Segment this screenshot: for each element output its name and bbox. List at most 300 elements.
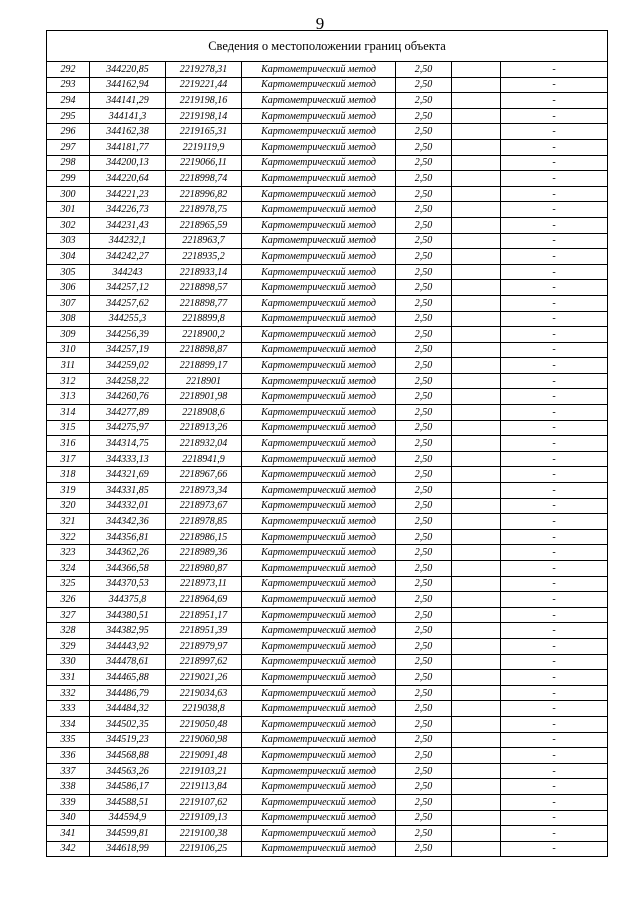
extra-cell — [452, 794, 501, 810]
extra-cell — [452, 186, 501, 202]
x-coordinate-cell: 344375,8 — [90, 592, 166, 608]
point-number-cell: 342 — [47, 841, 90, 857]
note-cell: - — [501, 576, 608, 592]
table-row — [47, 139, 608, 155]
method-cell: Картометрический метод — [242, 327, 396, 343]
y-coordinate-cell: 2219107,62 — [166, 794, 242, 810]
x-coordinate-cell: 344502,35 — [90, 716, 166, 732]
x-coordinate-cell: 344162,94 — [90, 77, 166, 93]
extra-cell — [452, 685, 501, 701]
table-row — [47, 763, 608, 779]
extra-cell — [452, 217, 501, 233]
accuracy-cell: 2,50 — [396, 358, 452, 374]
method-cell: Картометрический метод — [242, 139, 396, 155]
point-number-cell: 338 — [47, 779, 90, 795]
extra-cell — [452, 654, 501, 670]
accuracy-cell: 2,50 — [396, 436, 452, 452]
extra-cell — [452, 545, 501, 561]
method-cell: Картометрический метод — [242, 358, 396, 374]
point-number-cell: 330 — [47, 654, 90, 670]
table-title-row — [47, 31, 608, 62]
method-cell: Картометрический метод — [242, 654, 396, 670]
accuracy-cell: 2,50 — [396, 373, 452, 389]
y-coordinate-cell: 2219198,14 — [166, 108, 242, 124]
accuracy-cell: 2,50 — [396, 186, 452, 202]
accuracy-cell: 2,50 — [396, 701, 452, 717]
point-number-cell: 341 — [47, 826, 90, 842]
method-cell: Картометрический метод — [242, 77, 396, 93]
x-coordinate-cell: 344342,36 — [90, 514, 166, 530]
point-number-cell: 323 — [47, 545, 90, 561]
x-coordinate-cell: 344277,89 — [90, 405, 166, 421]
x-coordinate-cell: 344257,19 — [90, 342, 166, 358]
method-cell: Картометрический метод — [242, 264, 396, 280]
y-coordinate-cell: 2218980,87 — [166, 561, 242, 577]
point-number-cell: 332 — [47, 685, 90, 701]
table-row — [47, 716, 608, 732]
y-coordinate-cell: 2219100,38 — [166, 826, 242, 842]
y-coordinate-cell: 2218997,62 — [166, 654, 242, 670]
y-coordinate-cell: 2218951,39 — [166, 623, 242, 639]
table-row — [47, 529, 608, 545]
method-cell: Картометрический метод — [242, 342, 396, 358]
note-cell: - — [501, 810, 608, 826]
extra-cell — [452, 670, 501, 686]
table-row — [47, 280, 608, 296]
note-cell: - — [501, 529, 608, 545]
extra-cell — [452, 607, 501, 623]
note-cell: - — [501, 311, 608, 327]
accuracy-cell: 2,50 — [396, 748, 452, 764]
table-row — [47, 514, 608, 530]
accuracy-cell: 2,50 — [396, 670, 452, 686]
y-coordinate-cell: 2219050,48 — [166, 716, 242, 732]
point-number-cell: 313 — [47, 389, 90, 405]
x-coordinate-cell: 344242,27 — [90, 249, 166, 265]
y-coordinate-cell: 2218998,74 — [166, 171, 242, 187]
point-number-cell: 304 — [47, 249, 90, 265]
accuracy-cell: 2,50 — [396, 685, 452, 701]
note-cell: - — [501, 405, 608, 421]
method-cell: Картометрический метод — [242, 514, 396, 530]
x-coordinate-cell: 344260,76 — [90, 389, 166, 405]
table-row — [47, 186, 608, 202]
table-row — [47, 607, 608, 623]
method-cell: Картометрический метод — [242, 233, 396, 249]
note-cell: - — [501, 763, 608, 779]
table-row — [47, 701, 608, 717]
y-coordinate-cell: 2218973,67 — [166, 498, 242, 514]
method-cell: Картометрический метод — [242, 124, 396, 140]
accuracy-cell: 2,50 — [396, 311, 452, 327]
accuracy-cell: 2,50 — [396, 779, 452, 795]
note-cell: - — [501, 77, 608, 93]
point-number-cell: 340 — [47, 810, 90, 826]
accuracy-cell: 2,50 — [396, 794, 452, 810]
point-number-cell: 309 — [47, 327, 90, 343]
point-number-cell: 336 — [47, 748, 90, 764]
y-coordinate-cell: 2218978,85 — [166, 514, 242, 530]
table-row — [47, 467, 608, 483]
accuracy-cell: 2,50 — [396, 592, 452, 608]
table-row — [47, 108, 608, 124]
extra-cell — [452, 826, 501, 842]
note-cell: - — [501, 654, 608, 670]
x-coordinate-cell: 344181,77 — [90, 139, 166, 155]
extra-cell — [452, 389, 501, 405]
accuracy-cell: 2,50 — [396, 233, 452, 249]
note-cell: - — [501, 841, 608, 857]
table-row — [47, 826, 608, 842]
extra-cell — [452, 436, 501, 452]
method-cell: Картометрический метод — [242, 93, 396, 109]
note-cell: - — [501, 373, 608, 389]
extra-cell — [452, 716, 501, 732]
y-coordinate-cell: 2219091,48 — [166, 748, 242, 764]
x-coordinate-cell: 344259,02 — [90, 358, 166, 374]
extra-cell — [452, 264, 501, 280]
note-cell: - — [501, 716, 608, 732]
x-coordinate-cell: 344366,58 — [90, 561, 166, 577]
table-row — [47, 592, 608, 608]
point-number-cell: 302 — [47, 217, 90, 233]
y-coordinate-cell: 2219103,21 — [166, 763, 242, 779]
extra-cell — [452, 108, 501, 124]
table-row — [47, 93, 608, 109]
table-row — [47, 436, 608, 452]
note-cell: - — [501, 779, 608, 795]
extra-cell — [452, 405, 501, 421]
y-coordinate-cell: 2218932,04 — [166, 436, 242, 452]
extra-cell — [452, 420, 501, 436]
note-cell: - — [501, 514, 608, 530]
note-cell: - — [501, 561, 608, 577]
accuracy-cell: 2,50 — [396, 420, 452, 436]
table-row — [47, 732, 608, 748]
accuracy-cell: 2,50 — [396, 202, 452, 218]
accuracy-cell: 2,50 — [396, 467, 452, 483]
extra-cell — [452, 249, 501, 265]
table-row — [47, 623, 608, 639]
method-cell: Картометрический метод — [242, 62, 396, 78]
point-number-cell: 334 — [47, 716, 90, 732]
x-coordinate-cell: 344258,22 — [90, 373, 166, 389]
y-coordinate-cell: 2218979,97 — [166, 638, 242, 654]
table-row — [47, 373, 608, 389]
method-cell: Картометрический метод — [242, 763, 396, 779]
y-coordinate-cell: 2218967,66 — [166, 467, 242, 483]
y-coordinate-cell: 2218901,98 — [166, 389, 242, 405]
y-coordinate-cell: 2219119,9 — [166, 139, 242, 155]
accuracy-cell: 2,50 — [396, 108, 452, 124]
y-coordinate-cell: 2219221,44 — [166, 77, 242, 93]
table-row — [47, 217, 608, 233]
table-row — [47, 654, 608, 670]
table-row — [47, 545, 608, 561]
note-cell: - — [501, 202, 608, 218]
point-number-cell: 335 — [47, 732, 90, 748]
y-coordinate-cell: 2218951,17 — [166, 607, 242, 623]
y-coordinate-cell: 2218964,69 — [166, 592, 242, 608]
extra-cell — [452, 592, 501, 608]
x-coordinate-cell: 344370,53 — [90, 576, 166, 592]
table-title: Сведения о местоположении границ объекта — [47, 31, 608, 62]
table-row — [47, 841, 608, 857]
extra-cell — [452, 342, 501, 358]
accuracy-cell: 2,50 — [396, 155, 452, 171]
method-cell: Картометрический метод — [242, 420, 396, 436]
point-number-cell: 305 — [47, 264, 90, 280]
point-number-cell: 295 — [47, 108, 90, 124]
note-cell: - — [501, 592, 608, 608]
note-cell: - — [501, 451, 608, 467]
table-row — [47, 311, 608, 327]
x-coordinate-cell: 344586,17 — [90, 779, 166, 795]
y-coordinate-cell: 2218973,34 — [166, 483, 242, 499]
note-cell: - — [501, 62, 608, 78]
table-row — [47, 810, 608, 826]
x-coordinate-cell: 344568,88 — [90, 748, 166, 764]
method-cell: Картометрический метод — [242, 280, 396, 296]
y-coordinate-cell: 2219021,26 — [166, 670, 242, 686]
point-number-cell: 303 — [47, 233, 90, 249]
x-coordinate-cell: 344314,75 — [90, 436, 166, 452]
point-number-cell: 327 — [47, 607, 90, 623]
method-cell: Картометрический метод — [242, 202, 396, 218]
method-cell: Картометрический метод — [242, 685, 396, 701]
y-coordinate-cell: 2218973,11 — [166, 576, 242, 592]
accuracy-cell: 2,50 — [396, 62, 452, 78]
point-number-cell: 337 — [47, 763, 90, 779]
point-number-cell: 297 — [47, 139, 90, 155]
y-coordinate-cell: 2218913,26 — [166, 420, 242, 436]
x-coordinate-cell: 344162,38 — [90, 124, 166, 140]
extra-cell — [452, 451, 501, 467]
method-cell: Картометрический метод — [242, 592, 396, 608]
y-coordinate-cell: 2218996,82 — [166, 186, 242, 202]
extra-cell — [452, 233, 501, 249]
y-coordinate-cell: 2218908,6 — [166, 405, 242, 421]
table-row — [47, 171, 608, 187]
point-number-cell: 314 — [47, 405, 90, 421]
method-cell: Картометрический метод — [242, 295, 396, 311]
point-number-cell: 318 — [47, 467, 90, 483]
extra-cell — [452, 124, 501, 140]
extra-cell — [452, 483, 501, 499]
note-cell: - — [501, 155, 608, 171]
note-cell: - — [501, 794, 608, 810]
table-row — [47, 327, 608, 343]
accuracy-cell: 2,50 — [396, 451, 452, 467]
method-cell: Картометрический метод — [242, 186, 396, 202]
note-cell: - — [501, 389, 608, 405]
point-number-cell: 339 — [47, 794, 90, 810]
note-cell: - — [501, 139, 608, 155]
y-coordinate-cell: 2218941,9 — [166, 451, 242, 467]
table-row — [47, 155, 608, 171]
method-cell: Картометрический метод — [242, 389, 396, 405]
extra-cell — [452, 514, 501, 530]
y-coordinate-cell: 2218978,75 — [166, 202, 242, 218]
accuracy-cell: 2,50 — [396, 405, 452, 421]
note-cell: - — [501, 467, 608, 483]
table-row — [47, 389, 608, 405]
note-cell: - — [501, 607, 608, 623]
note-cell: - — [501, 748, 608, 764]
table-row — [47, 779, 608, 795]
point-number-cell: 292 — [47, 62, 90, 78]
note-cell: - — [501, 217, 608, 233]
table-row — [47, 498, 608, 514]
x-coordinate-cell: 344232,1 — [90, 233, 166, 249]
method-cell: Картометрический метод — [242, 217, 396, 233]
method-cell: Картометрический метод — [242, 716, 396, 732]
accuracy-cell: 2,50 — [396, 93, 452, 109]
note-cell: - — [501, 108, 608, 124]
x-coordinate-cell: 344256,39 — [90, 327, 166, 343]
table-row — [47, 342, 608, 358]
x-coordinate-cell: 344594,9 — [90, 810, 166, 826]
note-cell: - — [501, 186, 608, 202]
accuracy-cell: 2,50 — [396, 810, 452, 826]
method-cell: Картометрический метод — [242, 467, 396, 483]
y-coordinate-cell: 2218965,59 — [166, 217, 242, 233]
method-cell: Картометрический метод — [242, 451, 396, 467]
table-row — [47, 124, 608, 140]
y-coordinate-cell: 2218963,7 — [166, 233, 242, 249]
method-cell: Картометрический метод — [242, 108, 396, 124]
accuracy-cell: 2,50 — [396, 826, 452, 842]
note-cell: - — [501, 670, 608, 686]
extra-cell — [452, 311, 501, 327]
point-number-cell: 312 — [47, 373, 90, 389]
y-coordinate-cell: 2218900,2 — [166, 327, 242, 343]
extra-cell — [452, 280, 501, 296]
accuracy-cell: 2,50 — [396, 342, 452, 358]
x-coordinate-cell: 344599,81 — [90, 826, 166, 842]
extra-cell — [452, 623, 501, 639]
point-number-cell: 300 — [47, 186, 90, 202]
extra-cell — [452, 638, 501, 654]
x-coordinate-cell: 344221,23 — [90, 186, 166, 202]
point-number-cell: 325 — [47, 576, 90, 592]
y-coordinate-cell: 2219113,84 — [166, 779, 242, 795]
note-cell: - — [501, 93, 608, 109]
x-coordinate-cell: 344443,92 — [90, 638, 166, 654]
point-number-cell: 316 — [47, 436, 90, 452]
x-coordinate-cell: 344220,85 — [90, 62, 166, 78]
table-row — [47, 264, 608, 280]
point-number-cell: 294 — [47, 93, 90, 109]
method-cell: Картометрический метод — [242, 498, 396, 514]
note-cell: - — [501, 327, 608, 343]
table-row — [47, 576, 608, 592]
point-number-cell: 328 — [47, 623, 90, 639]
table-row — [47, 685, 608, 701]
note-cell: - — [501, 280, 608, 296]
y-coordinate-cell: 2218898,57 — [166, 280, 242, 296]
method-cell: Картометрический метод — [242, 732, 396, 748]
accuracy-cell: 2,50 — [396, 576, 452, 592]
x-coordinate-cell: 344618,99 — [90, 841, 166, 857]
accuracy-cell: 2,50 — [396, 514, 452, 530]
x-coordinate-cell: 344321,69 — [90, 467, 166, 483]
note-cell: - — [501, 732, 608, 748]
note-cell: - — [501, 233, 608, 249]
note-cell: - — [501, 342, 608, 358]
accuracy-cell: 2,50 — [396, 124, 452, 140]
note-cell: - — [501, 498, 608, 514]
y-coordinate-cell: 2218986,15 — [166, 529, 242, 545]
method-cell: Картометрический метод — [242, 779, 396, 795]
x-coordinate-cell: 344382,95 — [90, 623, 166, 639]
point-number-cell: 331 — [47, 670, 90, 686]
extra-cell — [452, 763, 501, 779]
extra-cell — [452, 810, 501, 826]
method-cell: Картометрический метод — [242, 794, 396, 810]
accuracy-cell: 2,50 — [396, 716, 452, 732]
table-row — [47, 420, 608, 436]
x-coordinate-cell: 344484,32 — [90, 701, 166, 717]
accuracy-cell: 2,50 — [396, 139, 452, 155]
y-coordinate-cell: 2218898,87 — [166, 342, 242, 358]
x-coordinate-cell: 344226,73 — [90, 202, 166, 218]
x-coordinate-cell: 344380,51 — [90, 607, 166, 623]
table-row — [47, 638, 608, 654]
x-coordinate-cell: 344255,3 — [90, 311, 166, 327]
accuracy-cell: 2,50 — [396, 498, 452, 514]
x-coordinate-cell: 344486,79 — [90, 685, 166, 701]
accuracy-cell: 2,50 — [396, 327, 452, 343]
accuracy-cell: 2,50 — [396, 249, 452, 265]
x-coordinate-cell: 344231,43 — [90, 217, 166, 233]
accuracy-cell: 2,50 — [396, 529, 452, 545]
y-coordinate-cell: 2219066,11 — [166, 155, 242, 171]
point-number-cell: 315 — [47, 420, 90, 436]
note-cell: - — [501, 358, 608, 374]
method-cell: Картометрический метод — [242, 249, 396, 265]
x-coordinate-cell: 344141,3 — [90, 108, 166, 124]
extra-cell — [452, 841, 501, 857]
extra-cell — [452, 701, 501, 717]
method-cell: Картометрический метод — [242, 576, 396, 592]
point-number-cell: 307 — [47, 295, 90, 311]
extra-cell — [452, 77, 501, 93]
y-coordinate-cell: 2219034,63 — [166, 685, 242, 701]
note-cell: - — [501, 701, 608, 717]
method-cell: Картометрический метод — [242, 701, 396, 717]
table-row — [47, 77, 608, 93]
note-cell: - — [501, 826, 608, 842]
table-row — [47, 405, 608, 421]
y-coordinate-cell: 2219060,98 — [166, 732, 242, 748]
method-cell: Картометрический метод — [242, 529, 396, 545]
accuracy-cell: 2,50 — [396, 264, 452, 280]
extra-cell — [452, 139, 501, 155]
y-coordinate-cell: 2218899,17 — [166, 358, 242, 374]
extra-cell — [452, 358, 501, 374]
x-coordinate-cell: 344563,26 — [90, 763, 166, 779]
table-row — [47, 202, 608, 218]
accuracy-cell: 2,50 — [396, 545, 452, 561]
method-cell: Картометрический метод — [242, 155, 396, 171]
method-cell: Картометрический метод — [242, 483, 396, 499]
extra-cell — [452, 498, 501, 514]
note-cell: - — [501, 483, 608, 499]
method-cell: Картометрический метод — [242, 373, 396, 389]
point-number-cell: 306 — [47, 280, 90, 296]
point-number-cell: 296 — [47, 124, 90, 140]
